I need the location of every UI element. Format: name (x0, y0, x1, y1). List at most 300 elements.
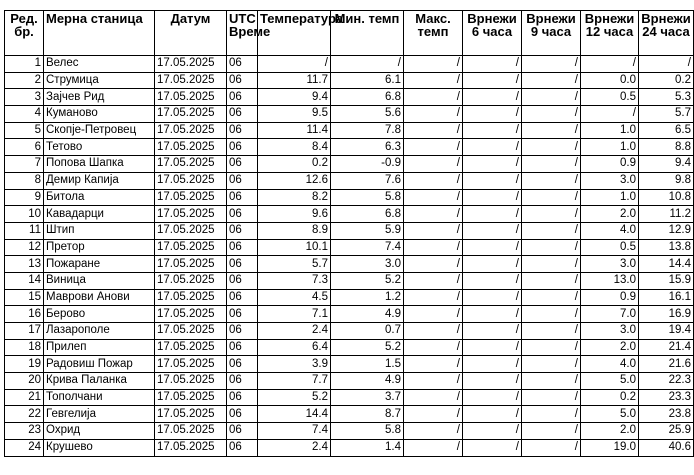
cell-precip-24h: / (639, 56, 694, 73)
cell-max-temp: / (404, 172, 463, 189)
cell-max-temp: / (404, 156, 463, 173)
cell-date: 17.05.2025 (155, 172, 227, 189)
table-row (5, 406, 694, 423)
cell-number: 4 (5, 106, 44, 123)
column-header-temperature: Температура (258, 11, 331, 56)
cell-precip-24h: 5.3 (639, 89, 694, 106)
cell-max-temp: / (404, 423, 463, 440)
cell-precip-9h: / (522, 373, 581, 390)
table-row (5, 189, 694, 206)
cell-precip-6h: / (463, 272, 522, 289)
cell-precip-24h: 13.8 (639, 239, 694, 256)
cell-number: 5 (5, 122, 44, 139)
cell-temperature: 7.7 (258, 373, 331, 390)
cell-precip-24h: 14.4 (639, 256, 694, 273)
cell-max-temp: / (404, 339, 463, 356)
cell-utc: 06 (227, 256, 258, 273)
cell-utc: 06 (227, 56, 258, 73)
cell-temperature: 4.5 (258, 289, 331, 306)
cell-precip-12h: 0.5 (581, 239, 639, 256)
cell-min-temp: 6.3 (331, 139, 404, 156)
cell-precip-12h: 1.0 (581, 139, 639, 156)
column-header-utc-time: UTC Време (227, 11, 258, 56)
table-row (5, 72, 694, 89)
cell-precip-24h: 10.8 (639, 189, 694, 206)
cell-station: Берово (44, 306, 155, 323)
cell-date: 17.05.2025 (155, 156, 227, 173)
table-row (5, 272, 694, 289)
cell-number: 20 (5, 373, 44, 390)
cell-max-temp: / (404, 139, 463, 156)
cell-precip-12h: / (581, 106, 639, 123)
cell-station: Куманово (44, 106, 155, 123)
cell-precip-12h: 3.0 (581, 256, 639, 273)
cell-utc: 06 (227, 306, 258, 323)
cell-station: Тополчани (44, 389, 155, 406)
cell-date: 17.05.2025 (155, 189, 227, 206)
cell-precip-9h: / (522, 272, 581, 289)
cell-temperature: 6.4 (258, 339, 331, 356)
cell-precip-12h: 4.0 (581, 356, 639, 373)
cell-precip-9h: / (522, 389, 581, 406)
cell-max-temp: / (404, 323, 463, 340)
table-row (5, 256, 694, 273)
table-row (5, 356, 694, 373)
cell-precip-6h: / (463, 122, 522, 139)
cell-temperature: 7.4 (258, 423, 331, 440)
cell-station: Радовиш Пожар (44, 356, 155, 373)
cell-utc: 06 (227, 139, 258, 156)
cell-min-temp: 3.7 (331, 389, 404, 406)
cell-number: 1 (5, 56, 44, 73)
cell-min-temp: 5.8 (331, 189, 404, 206)
cell-date: 17.05.2025 (155, 439, 227, 456)
table-row (5, 89, 694, 106)
cell-precip-9h: / (522, 122, 581, 139)
cell-number: 3 (5, 89, 44, 106)
column-header-number: Ред. бр. (5, 11, 44, 56)
cell-precip-6h: / (463, 439, 522, 456)
cell-precip-12h: 2.0 (581, 339, 639, 356)
cell-min-temp: 6.1 (331, 72, 404, 89)
cell-number: 18 (5, 339, 44, 356)
cell-precip-9h: / (522, 323, 581, 340)
cell-precip-9h: / (522, 106, 581, 123)
cell-number: 19 (5, 356, 44, 373)
column-header-precip-6h: Врнежи 6 часа (463, 11, 522, 56)
cell-precip-24h: 16.1 (639, 289, 694, 306)
cell-precip-24h: 40.6 (639, 439, 694, 456)
cell-precip-6h: / (463, 106, 522, 123)
cell-number: 12 (5, 239, 44, 256)
cell-precip-6h: / (463, 56, 522, 73)
cell-min-temp: 5.6 (331, 106, 404, 123)
cell-precip-24h: 21.6 (639, 356, 694, 373)
cell-station: Гевгелија (44, 406, 155, 423)
cell-date: 17.05.2025 (155, 239, 227, 256)
cell-precip-12h: 1.0 (581, 122, 639, 139)
cell-date: 17.05.2025 (155, 106, 227, 123)
cell-station: Прилеп (44, 339, 155, 356)
cell-precip-9h: / (522, 222, 581, 239)
cell-precip-9h: / (522, 356, 581, 373)
cell-station: Струмица (44, 72, 155, 89)
cell-max-temp: / (404, 222, 463, 239)
cell-precip-12h: / (581, 56, 639, 73)
table-row (5, 156, 694, 173)
cell-date: 17.05.2025 (155, 356, 227, 373)
table-row (5, 423, 694, 440)
cell-date: 17.05.2025 (155, 222, 227, 239)
cell-precip-12h: 0.9 (581, 156, 639, 173)
cell-utc: 06 (227, 323, 258, 340)
cell-station: Пожаране (44, 256, 155, 273)
cell-min-temp: 7.6 (331, 172, 404, 189)
cell-utc: 06 (227, 439, 258, 456)
cell-date: 17.05.2025 (155, 72, 227, 89)
cell-max-temp: / (404, 289, 463, 306)
cell-precip-24h: 25.9 (639, 423, 694, 440)
cell-precip-6h: / (463, 256, 522, 273)
cell-precip-12h: 2.0 (581, 206, 639, 223)
cell-utc: 06 (227, 239, 258, 256)
cell-min-temp: 6.8 (331, 206, 404, 223)
table-row (5, 389, 694, 406)
cell-max-temp: / (404, 122, 463, 139)
cell-min-temp: 1.2 (331, 289, 404, 306)
cell-station: Демир Капија (44, 172, 155, 189)
cell-temperature: 8.2 (258, 189, 331, 206)
cell-date: 17.05.2025 (155, 206, 227, 223)
cell-precip-12h: 2.0 (581, 423, 639, 440)
cell-precip-6h: / (463, 206, 522, 223)
cell-max-temp: / (404, 89, 463, 106)
cell-precip-6h: / (463, 222, 522, 239)
cell-min-temp: 1.4 (331, 439, 404, 456)
cell-date: 17.05.2025 (155, 256, 227, 273)
cell-utc: 06 (227, 122, 258, 139)
cell-utc: 06 (227, 272, 258, 289)
cell-date: 17.05.2025 (155, 56, 227, 73)
cell-max-temp: / (404, 239, 463, 256)
cell-precip-12h: 3.0 (581, 323, 639, 340)
cell-max-temp: / (404, 306, 463, 323)
table-row (5, 239, 694, 256)
cell-temperature: 5.2 (258, 389, 331, 406)
table-row (5, 106, 694, 123)
cell-precip-12h: 0.0 (581, 72, 639, 89)
cell-temperature: 11.7 (258, 72, 331, 89)
cell-temperature: 10.1 (258, 239, 331, 256)
table-row (5, 323, 694, 340)
cell-precip-24h: 6.5 (639, 122, 694, 139)
table-row (5, 172, 694, 189)
cell-date: 17.05.2025 (155, 373, 227, 390)
cell-precip-6h: / (463, 373, 522, 390)
cell-precip-24h: 23.8 (639, 406, 694, 423)
cell-precip-6h: / (463, 306, 522, 323)
cell-temperature: 9.5 (258, 106, 331, 123)
table-row (5, 289, 694, 306)
cell-min-temp: 5.2 (331, 339, 404, 356)
cell-date: 17.05.2025 (155, 272, 227, 289)
cell-precip-24h: 15.9 (639, 272, 694, 289)
cell-precip-12h: 4.0 (581, 222, 639, 239)
cell-precip-9h: / (522, 256, 581, 273)
cell-date: 17.05.2025 (155, 406, 227, 423)
cell-precip-24h: 12.9 (639, 222, 694, 239)
cell-max-temp: / (404, 373, 463, 390)
cell-precip-24h: 9.4 (639, 156, 694, 173)
cell-utc: 06 (227, 373, 258, 390)
table-row (5, 439, 694, 456)
cell-precip-12h: 1.0 (581, 189, 639, 206)
cell-precip-9h: / (522, 289, 581, 306)
table-body (5, 56, 694, 457)
cell-utc: 06 (227, 406, 258, 423)
cell-precip-6h: / (463, 389, 522, 406)
cell-temperature: 8.4 (258, 139, 331, 156)
cell-min-temp: -0.9 (331, 156, 404, 173)
cell-station: Штип (44, 222, 155, 239)
cell-precip-24h: 9.8 (639, 172, 694, 189)
cell-min-temp: 4.9 (331, 306, 404, 323)
cell-temperature: 0.2 (258, 156, 331, 173)
cell-temperature: 7.3 (258, 272, 331, 289)
table-row (5, 139, 694, 156)
cell-station: Зајчев Рид (44, 89, 155, 106)
cell-utc: 06 (227, 189, 258, 206)
cell-number: 21 (5, 389, 44, 406)
cell-date: 17.05.2025 (155, 289, 227, 306)
cell-number: 10 (5, 206, 44, 223)
cell-number: 24 (5, 439, 44, 456)
cell-utc: 06 (227, 356, 258, 373)
column-header-min-temp: Мин. темп (331, 11, 404, 56)
cell-station: Крива Паланка (44, 373, 155, 390)
cell-temperature: 3.9 (258, 356, 331, 373)
cell-precip-6h: / (463, 139, 522, 156)
cell-precip-6h: / (463, 89, 522, 106)
cell-precip-24h: 22.3 (639, 373, 694, 390)
cell-date: 17.05.2025 (155, 306, 227, 323)
cell-precip-9h: / (522, 423, 581, 440)
cell-number: 13 (5, 256, 44, 273)
cell-precip-6h: / (463, 289, 522, 306)
column-header-station: Мерна станица (44, 11, 155, 56)
cell-precip-24h: 5.7 (639, 106, 694, 123)
cell-precip-6h: / (463, 72, 522, 89)
cell-utc: 06 (227, 172, 258, 189)
cell-number: 22 (5, 406, 44, 423)
cell-precip-9h: / (522, 406, 581, 423)
cell-number: 15 (5, 289, 44, 306)
cell-precip-6h: / (463, 423, 522, 440)
cell-temperature: 2.4 (258, 323, 331, 340)
cell-min-temp: / (331, 56, 404, 73)
table-row (5, 306, 694, 323)
cell-precip-9h: / (522, 72, 581, 89)
cell-date: 17.05.2025 (155, 389, 227, 406)
table-row (5, 339, 694, 356)
cell-utc: 06 (227, 89, 258, 106)
cell-number: 6 (5, 139, 44, 156)
cell-precip-24h: 8.8 (639, 139, 694, 156)
cell-precip-9h: / (522, 89, 581, 106)
cell-precip-12h: 3.0 (581, 172, 639, 189)
cell-date: 17.05.2025 (155, 423, 227, 440)
cell-station: Велес (44, 56, 155, 73)
cell-min-temp: 7.8 (331, 122, 404, 139)
cell-precip-9h: / (522, 139, 581, 156)
cell-utc: 06 (227, 289, 258, 306)
cell-utc: 06 (227, 423, 258, 440)
cell-precip-24h: 11.2 (639, 206, 694, 223)
cell-date: 17.05.2025 (155, 339, 227, 356)
cell-min-temp: 4.9 (331, 373, 404, 390)
column-header-precip-24h: Врнежи 24 часа (639, 11, 694, 56)
cell-number: 23 (5, 423, 44, 440)
cell-max-temp: / (404, 189, 463, 206)
cell-precip-24h: 0.2 (639, 72, 694, 89)
cell-utc: 06 (227, 72, 258, 89)
cell-precip-6h: / (463, 172, 522, 189)
cell-date: 17.05.2025 (155, 139, 227, 156)
cell-temperature: 9.6 (258, 206, 331, 223)
cell-min-temp: 7.4 (331, 239, 404, 256)
cell-station: Попова Шапка (44, 156, 155, 173)
cell-precip-9h: / (522, 439, 581, 456)
cell-number: 7 (5, 156, 44, 173)
cell-precip-12h: 13.0 (581, 272, 639, 289)
cell-precip-24h: 19.4 (639, 323, 694, 340)
cell-max-temp: / (404, 56, 463, 73)
table-row (5, 206, 694, 223)
column-header-precip-12h: Врнежи 12 часа (581, 11, 639, 56)
cell-number: 11 (5, 222, 44, 239)
cell-precip-6h: / (463, 406, 522, 423)
cell-utc: 06 (227, 339, 258, 356)
cell-precip-6h: / (463, 323, 522, 340)
cell-max-temp: / (404, 256, 463, 273)
cell-date: 17.05.2025 (155, 122, 227, 139)
cell-precip-9h: / (522, 239, 581, 256)
cell-precip-12h: 7.0 (581, 306, 639, 323)
cell-precip-12h: 19.0 (581, 439, 639, 456)
cell-utc: 06 (227, 222, 258, 239)
cell-precip-9h: / (522, 172, 581, 189)
cell-max-temp: / (404, 106, 463, 123)
table-row (5, 373, 694, 390)
cell-station: Виница (44, 272, 155, 289)
cell-temperature: 5.7 (258, 256, 331, 273)
cell-station: Скопје-Петровец (44, 122, 155, 139)
cell-utc: 06 (227, 389, 258, 406)
cell-max-temp: / (404, 389, 463, 406)
cell-temperature: 12.6 (258, 172, 331, 189)
cell-max-temp: / (404, 439, 463, 456)
cell-temperature: / (258, 56, 331, 73)
cell-station: Тетово (44, 139, 155, 156)
cell-precip-9h: / (522, 56, 581, 73)
cell-station: Лазарополе (44, 323, 155, 340)
cell-station: Охрид (44, 423, 155, 440)
cell-precip-6h: / (463, 239, 522, 256)
cell-precip-24h: 21.4 (639, 339, 694, 356)
cell-temperature: 11.4 (258, 122, 331, 139)
cell-number: 9 (5, 189, 44, 206)
cell-precip-6h: / (463, 339, 522, 356)
cell-number: 8 (5, 172, 44, 189)
cell-precip-12h: 0.2 (581, 389, 639, 406)
cell-precip-6h: / (463, 189, 522, 206)
cell-min-temp: 0.7 (331, 323, 404, 340)
cell-min-temp: 3.0 (331, 256, 404, 273)
cell-utc: 06 (227, 156, 258, 173)
cell-temperature: 9.4 (258, 89, 331, 106)
cell-min-temp: 5.2 (331, 272, 404, 289)
cell-min-temp: 5.8 (331, 423, 404, 440)
cell-precip-9h: / (522, 156, 581, 173)
cell-temperature: 7.1 (258, 306, 331, 323)
cell-precip-24h: 16.9 (639, 306, 694, 323)
table-row (5, 222, 694, 239)
cell-precip-9h: / (522, 306, 581, 323)
cell-temperature: 14.4 (258, 406, 331, 423)
cell-min-temp: 1.5 (331, 356, 404, 373)
cell-max-temp: / (404, 272, 463, 289)
cell-station: Крушево (44, 439, 155, 456)
cell-precip-24h: 23.3 (639, 389, 694, 406)
cell-station: Претор (44, 239, 155, 256)
cell-date: 17.05.2025 (155, 89, 227, 106)
cell-precip-9h: / (522, 206, 581, 223)
cell-max-temp: / (404, 406, 463, 423)
column-header-max-temp: Макс. темп (404, 11, 463, 56)
cell-number: 16 (5, 306, 44, 323)
cell-temperature: 8.9 (258, 222, 331, 239)
table-row (5, 122, 694, 139)
cell-precip-6h: / (463, 156, 522, 173)
cell-station: Кавадарци (44, 206, 155, 223)
cell-number: 14 (5, 272, 44, 289)
cell-date: 17.05.2025 (155, 323, 227, 340)
cell-precip-9h: / (522, 189, 581, 206)
cell-precip-6h: / (463, 356, 522, 373)
cell-min-temp: 6.8 (331, 89, 404, 106)
precipitation-table (4, 10, 694, 457)
cell-utc: 06 (227, 206, 258, 223)
cell-number: 2 (5, 72, 44, 89)
column-header-date: Датум (155, 11, 227, 56)
cell-station: Битола (44, 189, 155, 206)
cell-precip-12h: 5.0 (581, 373, 639, 390)
cell-temperature: 2.4 (258, 439, 331, 456)
cell-precip-12h: 5.0 (581, 406, 639, 423)
cell-precip-12h: 0.9 (581, 289, 639, 306)
cell-utc: 06 (227, 106, 258, 123)
cell-max-temp: / (404, 72, 463, 89)
cell-precip-9h: / (522, 339, 581, 356)
table-row (5, 56, 694, 73)
cell-precip-12h: 0.5 (581, 89, 639, 106)
cell-min-temp: 5.9 (331, 222, 404, 239)
cell-min-temp: 8.7 (331, 406, 404, 423)
cell-number: 17 (5, 323, 44, 340)
cell-max-temp: / (404, 206, 463, 223)
cell-station: Маврови Анови (44, 289, 155, 306)
column-header-precip-9h: Врнежи 9 часа (522, 11, 581, 56)
